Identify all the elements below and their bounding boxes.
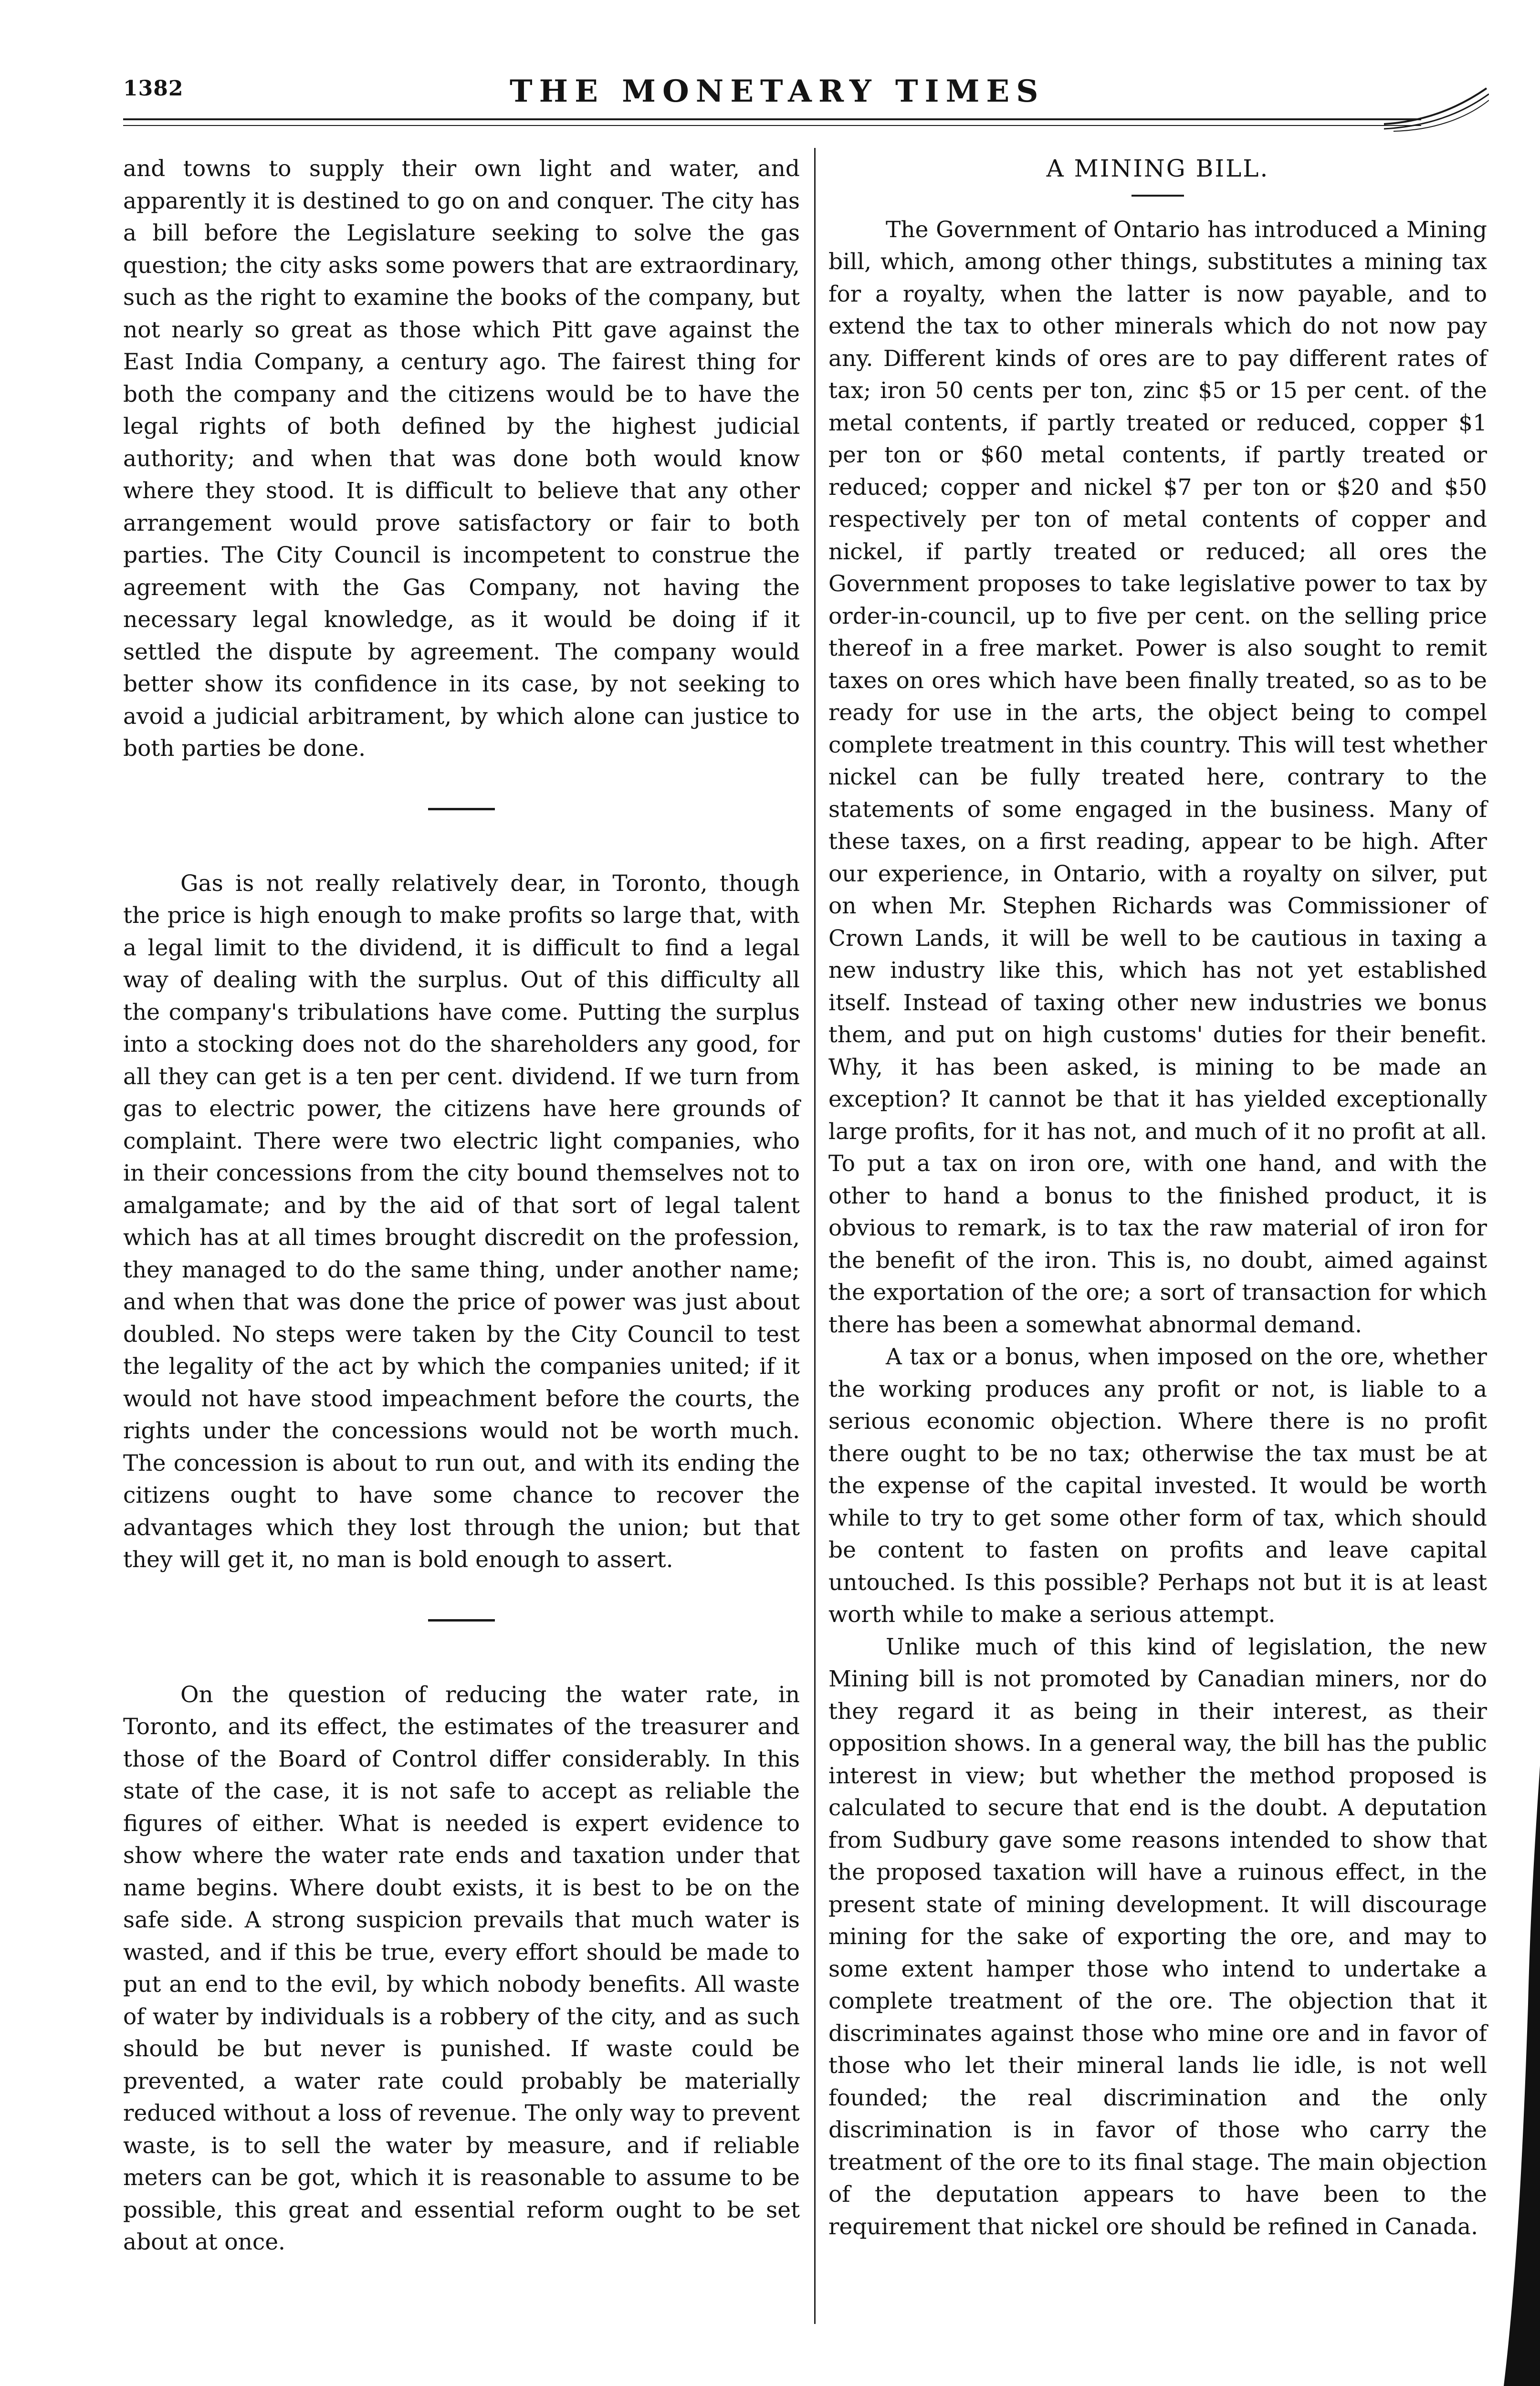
header-flourish bbox=[1384, 84, 1489, 136]
paragraph-legislation: Unlike much of this kind of legislation, the new Mining bill is not promoted by Canadian miners, nor do they regard it as being in their interest, as their opposition shows. In a general way, the bill has the public interest in view; but whether the method proposed is calculated to secure that end is the doubt. A deputation from Sudbury gave some reasons intended to show that the proposed taxation will have a ruinous effect, in the present state of mining development. It will discourage mining for the sake of exporting the ore, and may to some extent hamper those who intend to undertake a complete treatment of the ore. The objection that it discriminates against those who mine ore and in favor of those who let their mineral lands lie idle, is not well founded; the real discrimination and the only discrimination is in favor of those who carry the treatment of the ore to its final stage. The main objection of the deputation appears to have been to the requirement that nickel ore should be refined in Canada. bbox=[828, 1633, 1488, 2240]
column-divider bbox=[814, 148, 816, 2324]
left-column bbox=[123, 153, 800, 2259]
paragraph-water-rate: On the question of reducing the water rate, in Toronto, and its effect, the estimates of the treasurer and those of the Board of Control differ considerably. In this state of the case, it is not safe to accept as reliable the figures of either. What is needed is expert evidence to show where the water rate ends and taxation under that name begins. Where doubt exists, it is best to be on the safe side. A strong suspicion prevails that much water is wasted, and if this be true, every effort should be made to put an end to the evil, by which nobody benefits. All waste of water by individuals is a robbery of the city, and as such should be but never is punished. If waste could be prevented, a water rate could probably be materially reduced without a loss of revenue. The only way to prevent waste, is to sell the water by measure, and if reliable meters can be got, which it is reasonable to assume to be possible, this great and essential reform ought to be set about at once. bbox=[123, 1681, 800, 2255]
page-edge-shadow bbox=[1483, 1766, 1540, 2386]
paragraph-mining-bill: The Government of Ontario has introduced a Mining bill, which, among other things, substitutes a mining tax for a royalty, when the latter is now payable, and to extend the tax to other minerals which do not now pay any. Different kinds of ores are to pay different rates of tax; iron 50 cents per ton, zinc $5 or 15 per cent. of the metal contents, if partly treated or reduced, copper $1 per ton or $60 metal contents, if partly treated or reduced; copper and nickel $7 per ton or $20 and $50 respectively per ton of metal contents of copper and nickel, if partly treated or reduced; all ores the Government proposes to take legislative power to tax by order-in-council, up to five per cent. on the selling price thereof in a free market. Power is also sought to remit taxes on ores which have been finally treated, so as to be ready for use in the arts, the object being to compel complete treatment in this country. This will test whether nickel can be fully treated here, contrary to the statements of some engaged in the business. Many of these taxes, on a first reading, appear to be high. After our experience, in Ontario, with a royalty on silver, put on when Mr. Stephen Richards was Commissioner of Crown Lands, it will be well to be cautious in taxing a new industry like this, which has not yet established itself. Instead of taxing other new industries we bonus them, and put on high customs' duties for their benefit. Why, it has been asked, is mining to be made an exception? It cannot be that it has yielded exceptionally large profits, for it has not, and much of it no profit at all. To put a tax on iron ore, with one hand, and with the other to hand a bonus to the finished product, it is obvious to remark, is to tax the raw material of iron for the benefit of the iron. This is, no doubt, aimed against the exportation of the ore; a sort of transaction for which there has been a somewhat abnormal demand. bbox=[828, 216, 1487, 1338]
right-column bbox=[828, 153, 1487, 2243]
masthead-title: THE MONETARY TIMES bbox=[510, 73, 1045, 109]
section-divider bbox=[428, 808, 495, 810]
title-divider bbox=[1131, 195, 1184, 197]
section-divider bbox=[428, 1619, 495, 1622]
paragraph-gas-price: Gas is not really relatively dear, in Toronto, though the price is high enough to make profits so large that, with a legal limit to the dividend, it is difficult to find a legal way of dealing with the surplus. Out of this difficulty all the company's tribulations have come. Putting the surplus into a stocking does not do the shareholders any good, for all they can get is a ten per cent. dividend. If we turn from gas to electric power, the citizens have here grounds of complaint. There were two electric light companies, who in their concessions from the city bound themselves not to amalgamate; and by the aid of that sort of legal talent which has at all times brought discredit on the profession, they managed to do the same thing, under another name; and when that was done the price of power was just about doubled. No steps were taken by the City Council to test the legality of the act by which the companies united; if it would not have stood impeachment before the courts, the rights under the concessions would not be worth much. The concession is about to run out, and with its ending the citizens ought to have some chance to recover the advantages which they lost through the union; but that they will get it, no man is bold enough to assert. bbox=[123, 870, 800, 1573]
header-rule-thin bbox=[123, 125, 1421, 126]
page-number: 1382 bbox=[123, 76, 184, 101]
header-rule bbox=[123, 118, 1421, 120]
page-header bbox=[123, 73, 1507, 119]
article-title: A MINING BILL. bbox=[1046, 155, 1269, 182]
paragraph-gas-bill: and towns to supply their own light and water, and apparently it is destined to go on and conquer. The city has a bill before the Legislature seeking to solve the gas question; the city asks some powers that are extraordinary, such as the right to examine the books of the company, but not nearly so great as those which Pitt gave against the East India Company, a century ago. The fairest thing for both the company and the citizens would be to have the legal rights of both defined by the highest judicial authority; and when that was done both would know where they stood. It is difficult to believe that any other arrangement would prove satisfactory or fair to both parties. The City Council is incompetent to construe the agreement with the Gas Company, not having the necessary legal knowledge, as it would be doing if it settled the dispute by agreement. The company would better show its confidence in its case, by not seeking to avoid a judicial arbitrament, by which alone can justice to both parties be done. bbox=[123, 156, 800, 762]
paragraph-tax-bonus: A tax or a bonus, when imposed on the ore, whether the working produces any profit or not, is liable to a serious economic objection. Where there is no profit there ought to be no tax; otherwise the tax must be at the expense of the capital invested. It would be worth while to try to get some other form of tax, which should be content to fasten on profits and leave capital untouched. Is this possible? Perhaps not but it is at least worth while to make a serious attempt. bbox=[828, 1344, 1487, 1628]
